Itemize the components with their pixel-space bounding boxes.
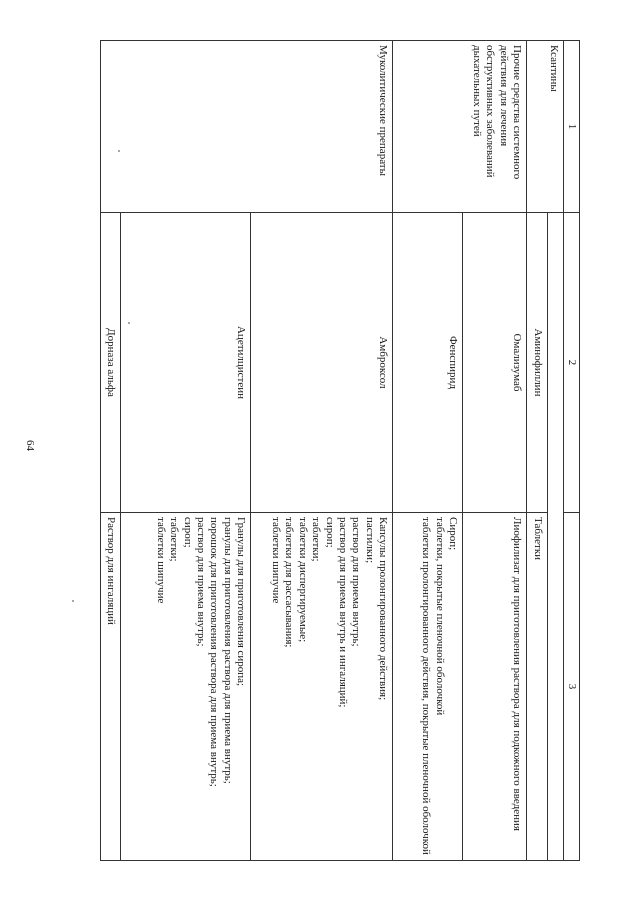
- dosage-form: гранулы для приготовления раствора для приема внутрь;: [221, 517, 234, 784]
- dosage-form: сироп;: [323, 517, 336, 548]
- group-cell-xanthines: Ксантины: [527, 41, 563, 213]
- scan-speck: [72, 600, 74, 602]
- page-number: 64: [24, 440, 36, 451]
- dosage-form: Гранулы для приготовления сиропа;: [235, 517, 248, 687]
- drug-name: Дорназа альфа: [100, 213, 120, 513]
- dosage-form: таблетки, покрытые пленочной оболочкой: [433, 517, 446, 716]
- table-header-row: [563, 41, 579, 861]
- dosage-form: раствор для приема внутрь и ингаляций;: [336, 517, 349, 708]
- column-header-1: 1: [563, 41, 579, 213]
- drug-name: Фенспирид: [393, 213, 463, 513]
- group-cell-mucolytics: Муколитические препараты: [100, 41, 392, 213]
- dosage-form: сироп;: [181, 517, 194, 548]
- table-row: [547, 41, 563, 861]
- dosage-forms: [121, 513, 251, 861]
- dosage-forms: [463, 513, 527, 861]
- dosage-forms: [393, 513, 463, 861]
- dosage-form: таблетки;: [310, 517, 323, 562]
- dosage-forms: [100, 513, 120, 861]
- dosage-form: раствор для приема внутрь;: [350, 517, 363, 647]
- table-row: [251, 41, 393, 861]
- drug-name: Ацетилцистеин: [121, 213, 251, 513]
- table-row: [463, 41, 527, 861]
- dosage-form: таблетки шипучие: [154, 517, 167, 604]
- dosage-form: порошок для приготовления раствора для приема внутрь;: [208, 517, 221, 787]
- column-header-2: 2: [563, 213, 579, 513]
- dosage-form: Таблетки: [531, 517, 544, 561]
- dosage-form: раствор для приема внутрь;: [194, 517, 207, 647]
- empty-cell: [547, 213, 563, 861]
- dosage-form: Сироп;: [447, 517, 460, 551]
- dosage-forms: [527, 513, 547, 861]
- dosage-form: Раствор для ингаляций: [105, 517, 118, 625]
- drug-name: Аминофиллин: [527, 213, 547, 513]
- dosage-form: Лиофилизат для приготовления раствора для подкожного введения: [511, 517, 524, 831]
- dosage-form: таблетки пролонгированного действия, покрытые пленочной оболочкой: [420, 517, 433, 855]
- drug-table: [100, 40, 580, 861]
- dosage-forms: [251, 513, 393, 861]
- drug-name: Амброксол: [251, 213, 393, 513]
- dosage-form: таблетки для рассасывания;: [283, 517, 296, 648]
- dosage-form: таблетки шипучие: [269, 517, 282, 604]
- dosage-form: таблетки;: [168, 517, 181, 562]
- dosage-form: таблетки диспергируемые;: [296, 517, 309, 643]
- dosage-form: Капсулы пролонгированного действия;: [377, 517, 390, 701]
- group-cell-other-systemic: Прочие средства системного действия для лечения обструктивных заболеваний дыхательных путей: [393, 41, 527, 213]
- rotated-table-container: [105, 40, 580, 860]
- column-header-3: 3: [563, 513, 579, 861]
- drug-name: Омализумаб: [463, 213, 527, 513]
- dosage-form: пастилки;: [363, 517, 376, 564]
